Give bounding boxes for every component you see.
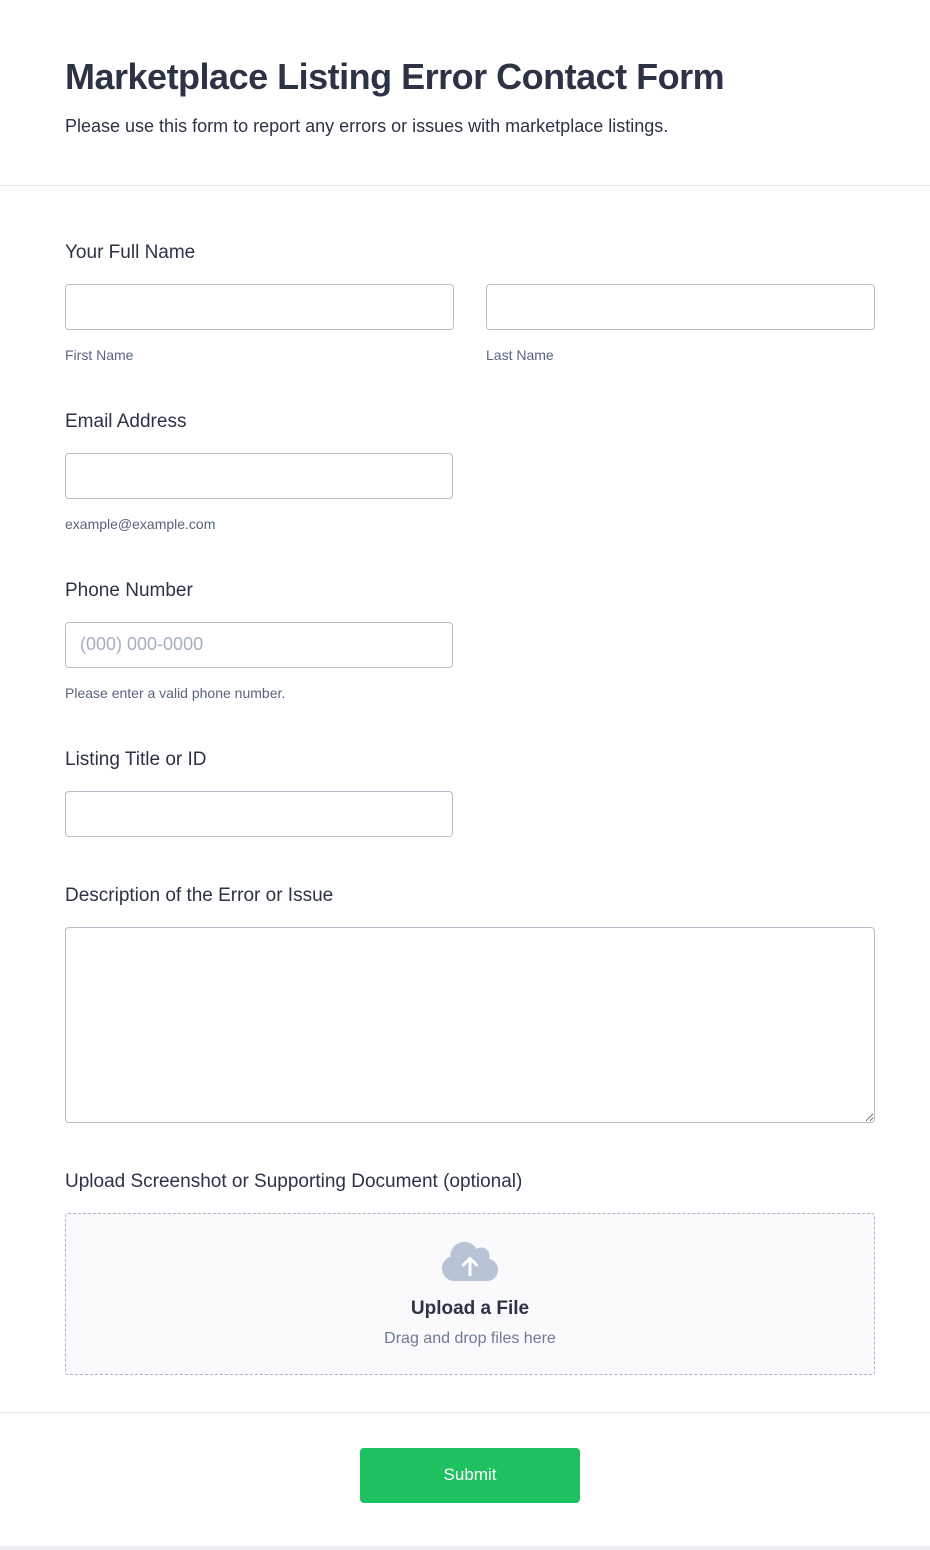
upload-file-button-text: Upload a File bbox=[410, 1298, 530, 1320]
form-body bbox=[0, 186, 930, 1375]
form-subtitle: Please use this form to report any errors or issues with marketplace listings. bbox=[65, 116, 669, 137]
question-email bbox=[65, 411, 875, 532]
first-name-input[interactable] bbox=[65, 284, 454, 330]
description-label: Description of the Error or Issue bbox=[65, 884, 334, 906]
last-name-col bbox=[486, 284, 875, 363]
phone-input[interactable] bbox=[65, 622, 453, 668]
question-listing bbox=[65, 749, 875, 837]
cloud-upload-icon bbox=[442, 1239, 498, 1284]
file-upload-dropzone[interactable] bbox=[65, 1213, 875, 1375]
last-name-input[interactable] bbox=[486, 284, 875, 330]
upload-label: Upload Screenshot or Supporting Document (optional) bbox=[65, 1170, 523, 1192]
submit-button[interactable]: Submit bbox=[360, 1448, 580, 1503]
form-header bbox=[0, 0, 930, 139]
first-name-col bbox=[65, 284, 454, 363]
email-input[interactable] bbox=[65, 453, 453, 499]
full-name-label: Your Full Name bbox=[65, 241, 196, 263]
question-full-name bbox=[65, 242, 875, 363]
form-title: Marketplace Listing Error Contact Form bbox=[65, 56, 725, 97]
phone-sublabel: Please enter a valid phone number. bbox=[65, 684, 286, 701]
email-label: Email Address bbox=[65, 410, 187, 432]
question-description bbox=[65, 885, 875, 1123]
page-bottom-edge bbox=[0, 1546, 930, 1550]
question-phone bbox=[65, 580, 875, 701]
phone-label: Phone Number bbox=[65, 579, 193, 601]
question-upload bbox=[65, 1171, 875, 1375]
last-name-sublabel: Last Name bbox=[486, 346, 554, 363]
name-row bbox=[65, 284, 875, 363]
listing-input[interactable] bbox=[65, 791, 453, 837]
listing-label: Listing Title or ID bbox=[65, 748, 207, 770]
upload-drag-hint: Drag and drop files here bbox=[384, 1330, 556, 1348]
submit-row bbox=[0, 1413, 930, 1503]
description-textarea[interactable] bbox=[65, 927, 875, 1123]
first-name-sublabel: First Name bbox=[65, 346, 134, 363]
email-sublabel: example@example.com bbox=[65, 515, 216, 532]
